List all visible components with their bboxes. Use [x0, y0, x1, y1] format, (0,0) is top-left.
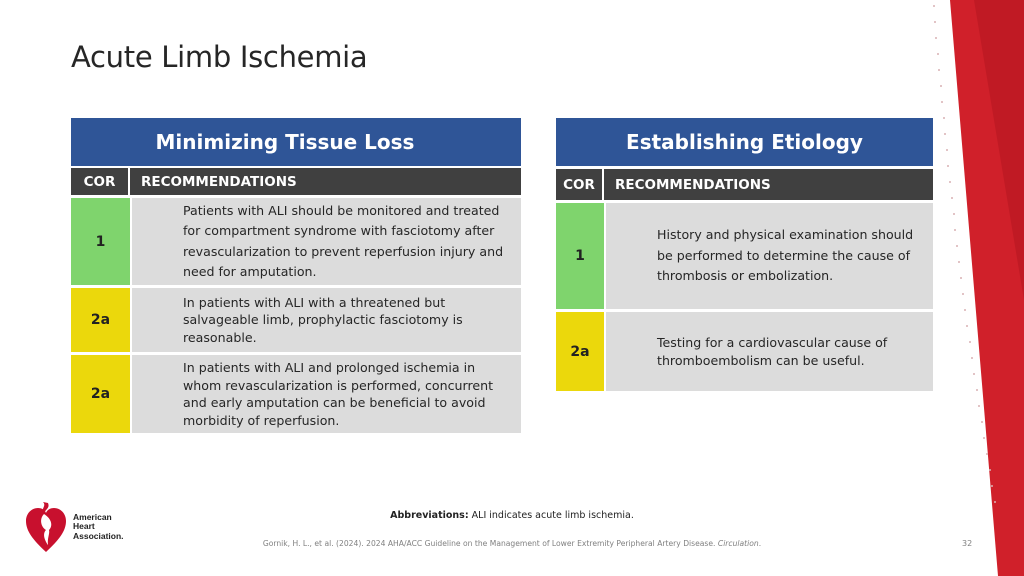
table-row	[71, 198, 521, 285]
citation	[0, 539, 1024, 548]
recommendations-column-header: RECOMMENDATIONS	[141, 173, 297, 190]
table-row	[556, 312, 933, 391]
slide-title: Acute Limb Ischemia	[71, 40, 368, 74]
abbreviations-note	[0, 510, 1024, 521]
cor-badge: 1	[556, 203, 604, 309]
cor-badge: 1	[71, 198, 130, 285]
table-row	[71, 288, 521, 352]
recommendation-text: In patients with ALI with a threatened but salvageable limb, prophylactic fasciotomy is reasonable.	[132, 288, 521, 352]
minimizing-tissue-loss-table	[71, 118, 521, 433]
abbreviations-label: Abbreviations:	[390, 510, 469, 521]
cor-column-header: COR	[556, 169, 604, 200]
left-panel-header: Minimizing Tissue Loss	[71, 118, 521, 166]
logo-line: American	[73, 511, 112, 522]
establishing-etiology-table	[556, 118, 933, 391]
abbreviations-text: ALI indicates acute limb ischemia.	[468, 510, 634, 521]
recommendation-text: History and physical examination should be performed to determine the cause of thrombosis or embolization.	[606, 203, 933, 309]
citation-end: .	[758, 539, 762, 548]
cor-badge: 2a	[71, 355, 130, 433]
right-column-header	[556, 169, 933, 200]
citation-main: Gornik, H. L., et al. (2024). 2024 AHA/ACC Guideline on the Management of Lower Extremity Peripheral Artery Disease.	[262, 539, 718, 548]
cor-badge: 2a	[71, 288, 130, 352]
heart-torch-icon	[25, 500, 67, 554]
left-column-header	[71, 168, 521, 195]
table-row	[71, 355, 521, 433]
aha-logo-text	[73, 513, 124, 542]
table-row	[556, 203, 933, 309]
recommendations-column-header: RECOMMENDATIONS	[615, 176, 771, 193]
cor-badge: 2a	[556, 312, 604, 391]
citation-journal: Circulation	[717, 539, 759, 548]
cor-column-header: COR	[71, 168, 130, 195]
logo-line: Association.	[73, 530, 124, 541]
recommendation-text: Testing for a cardiovascular cause of thromboembolism can be useful.	[606, 312, 933, 391]
page-number: 32	[962, 539, 973, 548]
right-panel-header: Establishing Etiology	[556, 118, 933, 166]
recommendation-text: In patients with ALI and prolonged ischemia in whom revascularization is performed, concurrent and early amputation can be beneficial to avoid morbidity of reperfusion.	[132, 355, 521, 433]
logo-line: Heart	[73, 521, 95, 532]
recommendation-text: Patients with ALI should be monitored and treated for compartment syndrome with fasciotomy after revascularization to prevent reperfusion injury and need for amputation.	[132, 198, 521, 285]
aha-logo	[25, 500, 124, 554]
